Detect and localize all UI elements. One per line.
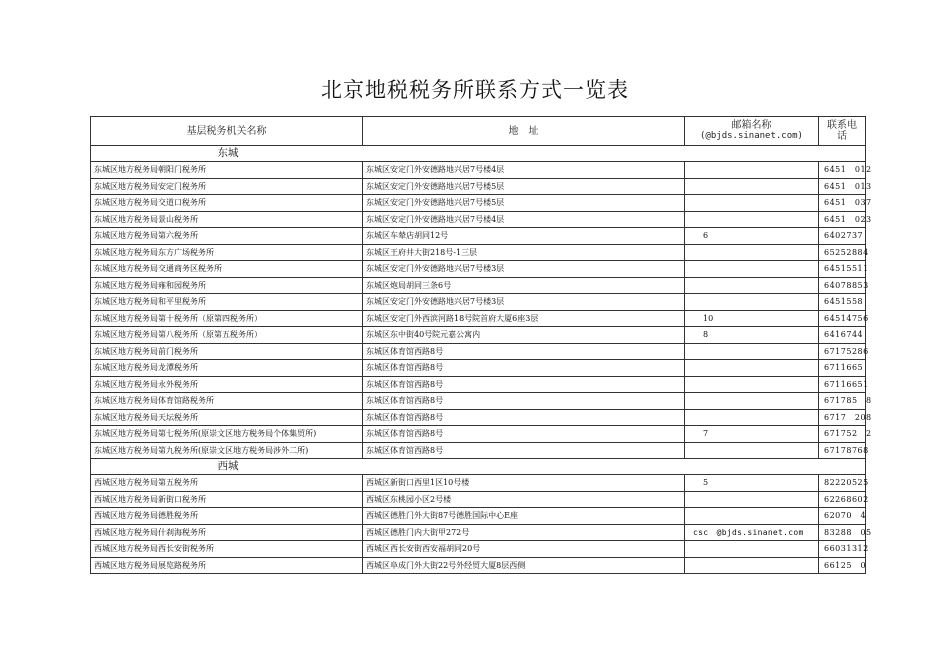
address-cell: 西城区西长安街西安福胡同20号 [363, 541, 685, 558]
email-cell [685, 541, 819, 558]
header-address: 地 址 [363, 117, 685, 146]
table-row [91, 327, 866, 344]
email-cell [685, 343, 819, 360]
table-row [91, 491, 866, 508]
phone-cell: 65252884 [819, 244, 866, 261]
header-name: 基层税务机关名称 [91, 117, 363, 146]
table-row [91, 294, 866, 311]
phone-cell: 66125 0 [819, 557, 866, 574]
table-row [91, 228, 866, 245]
office-name-cell: 东城区地方税务局第七税务所(原崇文区地方税务局个体集贸所) [91, 426, 363, 443]
phone-cell: 6416744 [819, 327, 866, 344]
table-row [91, 426, 866, 443]
phone-cell: 64078853 [819, 277, 866, 294]
district-header-row [91, 146, 866, 162]
table-row [91, 393, 866, 410]
office-name-cell: 西城区地方税务局西长安街税务所 [91, 541, 363, 558]
phone-cell: 64515511 [819, 261, 866, 278]
phone-cell: 67116651 [819, 376, 866, 393]
office-name-cell: 东城区地方税务局前门税务所 [91, 343, 363, 360]
address-cell: 东城区安定门外西滨河路18号院首府大厦6座3层 [363, 310, 685, 327]
phone-cell: 6451 012 [819, 162, 866, 179]
address-cell: 东城区安定门外安德路地兴居7号楼5层 [363, 178, 685, 195]
phone-cell: 671752 2 [819, 426, 866, 443]
address-cell: 东城区安定门外安德路地兴居7号楼5层 [363, 195, 685, 212]
address-cell: 东城区体育馆西路8号 [363, 343, 685, 360]
table-row [91, 557, 866, 574]
district-row-fill [363, 459, 866, 475]
office-name-cell: 西城区地方税务局第五税务所 [91, 475, 363, 492]
table-row [91, 409, 866, 426]
address-cell: 东城区体育馆西路8号 [363, 393, 685, 410]
address-cell: 西城区新街口西里1区10号楼 [363, 475, 685, 492]
email-cell [685, 261, 819, 278]
phone-cell: 6451 023 [819, 211, 866, 228]
address-cell: 西城区阜成门外大街22号外经贸大厦8层西侧 [363, 557, 685, 574]
address-cell: 东城区王府井大街218号-1三层 [363, 244, 685, 261]
office-name-cell: 西城区地方税务局展览路税务所 [91, 557, 363, 574]
office-name-cell: 东城区地方税务局安定门税务所 [91, 178, 363, 195]
address-cell: 东城区安定门外安德路地兴居7号楼4层 [363, 211, 685, 228]
address-cell: 东城区安定门外安德路地兴居7号楼3层 [363, 261, 685, 278]
table-row [91, 162, 866, 179]
address-cell: 东城区车辇店胡同12号 [363, 228, 685, 245]
email-cell [685, 442, 819, 459]
address-cell: 东城区体育馆西路8号 [363, 409, 685, 426]
phone-cell: 671785 8 [819, 393, 866, 410]
district-row-fill [363, 146, 866, 162]
table-row [91, 195, 866, 212]
document-title: 北京地税税务所联系方式一览表 [321, 78, 629, 102]
address-cell: 东城区体育馆西路8号 [363, 426, 685, 443]
phone-cell: 62070 4 [819, 508, 866, 525]
email-cell [685, 393, 819, 410]
office-name-cell: 西城区地方税务局德胜税务所 [91, 508, 363, 525]
phone-cell: 83288 05 [819, 524, 866, 541]
phone-cell: 62268602 [819, 491, 866, 508]
header-phone-line1: 联系电 [827, 120, 857, 131]
email-cell [685, 376, 819, 393]
office-name-cell: 东城区地方税务局第十税务所（原第四税务所） [91, 310, 363, 327]
address-cell: 西城区德胜门内大街甲272号 [363, 524, 685, 541]
phone-cell: 6717 208 [819, 409, 866, 426]
email-cell [685, 508, 819, 525]
address-cell: 东城区安定门外安德路地兴居7号楼3层 [363, 294, 685, 311]
email-cell [685, 491, 819, 508]
table-row [91, 244, 866, 261]
office-name-cell: 东城区地方税务局景山税务所 [91, 211, 363, 228]
email-cell [685, 178, 819, 195]
office-name-cell: 东城区地方税务局东方广场税务所 [91, 244, 363, 261]
phone-cell: 6451 013 [819, 178, 866, 195]
office-name-cell: 东城区地方税务局朝阳门税务所 [91, 162, 363, 179]
district-name: 西城 [91, 459, 363, 475]
district-header-row [91, 459, 866, 475]
address-cell: 东城区炮局胡同三条6号 [363, 277, 685, 294]
email-cell: 10 [685, 310, 819, 327]
email-cell [685, 409, 819, 426]
table-row [91, 524, 866, 541]
office-name-cell: 西城区地方税务局新街口税务所 [91, 491, 363, 508]
table-row [91, 178, 866, 195]
address-cell: 东城区体育馆西路8号 [363, 376, 685, 393]
office-name-cell: 东城区地方税务局和平里税务所 [91, 294, 363, 311]
office-name-cell: 东城区地方税务局第六税务所 [91, 228, 363, 245]
table-row [91, 475, 866, 492]
table-row [91, 261, 866, 278]
phone-cell: 66031312 [819, 541, 866, 558]
office-name-cell: 东城区地方税务局永外税务所 [91, 376, 363, 393]
email-cell [685, 244, 819, 261]
office-name-cell: 东城区地方税务局龙潭税务所 [91, 360, 363, 377]
table-row [91, 508, 866, 525]
email-cell [685, 557, 819, 574]
email-cell: csc @bjds.sinanet.com [685, 524, 819, 541]
table-row [91, 211, 866, 228]
office-name-cell: 东城区地方税务局交通商务区税务所 [91, 261, 363, 278]
header-email-label: 邮箱名称 [731, 120, 772, 131]
email-cell [685, 211, 819, 228]
email-cell: 7 [685, 426, 819, 443]
email-cell [685, 294, 819, 311]
phone-cell: 6402737 [819, 228, 866, 245]
phone-cell: 67175286 [819, 343, 866, 360]
contact-table [90, 116, 872, 574]
address-cell: 东城区东中街40号院元嘉公寓内 [363, 327, 685, 344]
phone-cell: 6451558 [819, 294, 866, 311]
address-cell: 东城区体育馆西路8号 [363, 360, 685, 377]
phone-cell: 6451 037 [819, 195, 866, 212]
phone-cell: 67178768 [819, 442, 866, 459]
email-cell: 5 [685, 475, 819, 492]
table-row [91, 310, 866, 327]
table-header-row [91, 117, 866, 146]
email-cell: 8 [685, 327, 819, 344]
office-name-cell: 东城区地方税务局第八税务所（原第五税务所） [91, 327, 363, 344]
address-cell: 西城区东桃园小区2号楼 [363, 491, 685, 508]
office-name-cell: 东城区地方税务局交道口税务所 [91, 195, 363, 212]
table-row [91, 343, 866, 360]
table-row [91, 442, 866, 459]
district-name: 东城 [91, 146, 363, 162]
email-cell [685, 162, 819, 179]
address-cell: 东城区体育馆西路8号 [363, 442, 685, 459]
table-row [91, 376, 866, 393]
phone-cell: 6711665 [819, 360, 866, 377]
office-name-cell: 东城区地方税务局雍和园税务所 [91, 277, 363, 294]
header-phone-line2: 话 [837, 131, 847, 142]
email-cell [685, 277, 819, 294]
office-name-cell: 东城区地方税务局天坛税务所 [91, 409, 363, 426]
address-cell: 西城区德胜门外大街87号德胜国际中心E座 [363, 508, 685, 525]
header-email [685, 117, 819, 146]
office-name-cell: 东城区地方税务局体育馆路税务所 [91, 393, 363, 410]
table-row [91, 541, 866, 558]
header-phone [819, 117, 866, 146]
office-name-cell: 西城区地方税务局什刹海税务所 [91, 524, 363, 541]
phone-cell: 82220525 [819, 475, 866, 492]
phone-cell: 64514756 [819, 310, 866, 327]
address-cell: 东城区安定门外安德路地兴居7号楼4层 [363, 162, 685, 179]
email-cell [685, 360, 819, 377]
table-row [91, 360, 866, 377]
email-cell: 6 [685, 228, 819, 245]
office-name-cell: 东城区地方税务局第九税务所(原崇文区地方税务局涉外二所) [91, 442, 363, 459]
table-row [91, 277, 866, 294]
header-email-domain: (@bjds.sinanet.com) [700, 131, 803, 141]
email-cell [685, 195, 819, 212]
